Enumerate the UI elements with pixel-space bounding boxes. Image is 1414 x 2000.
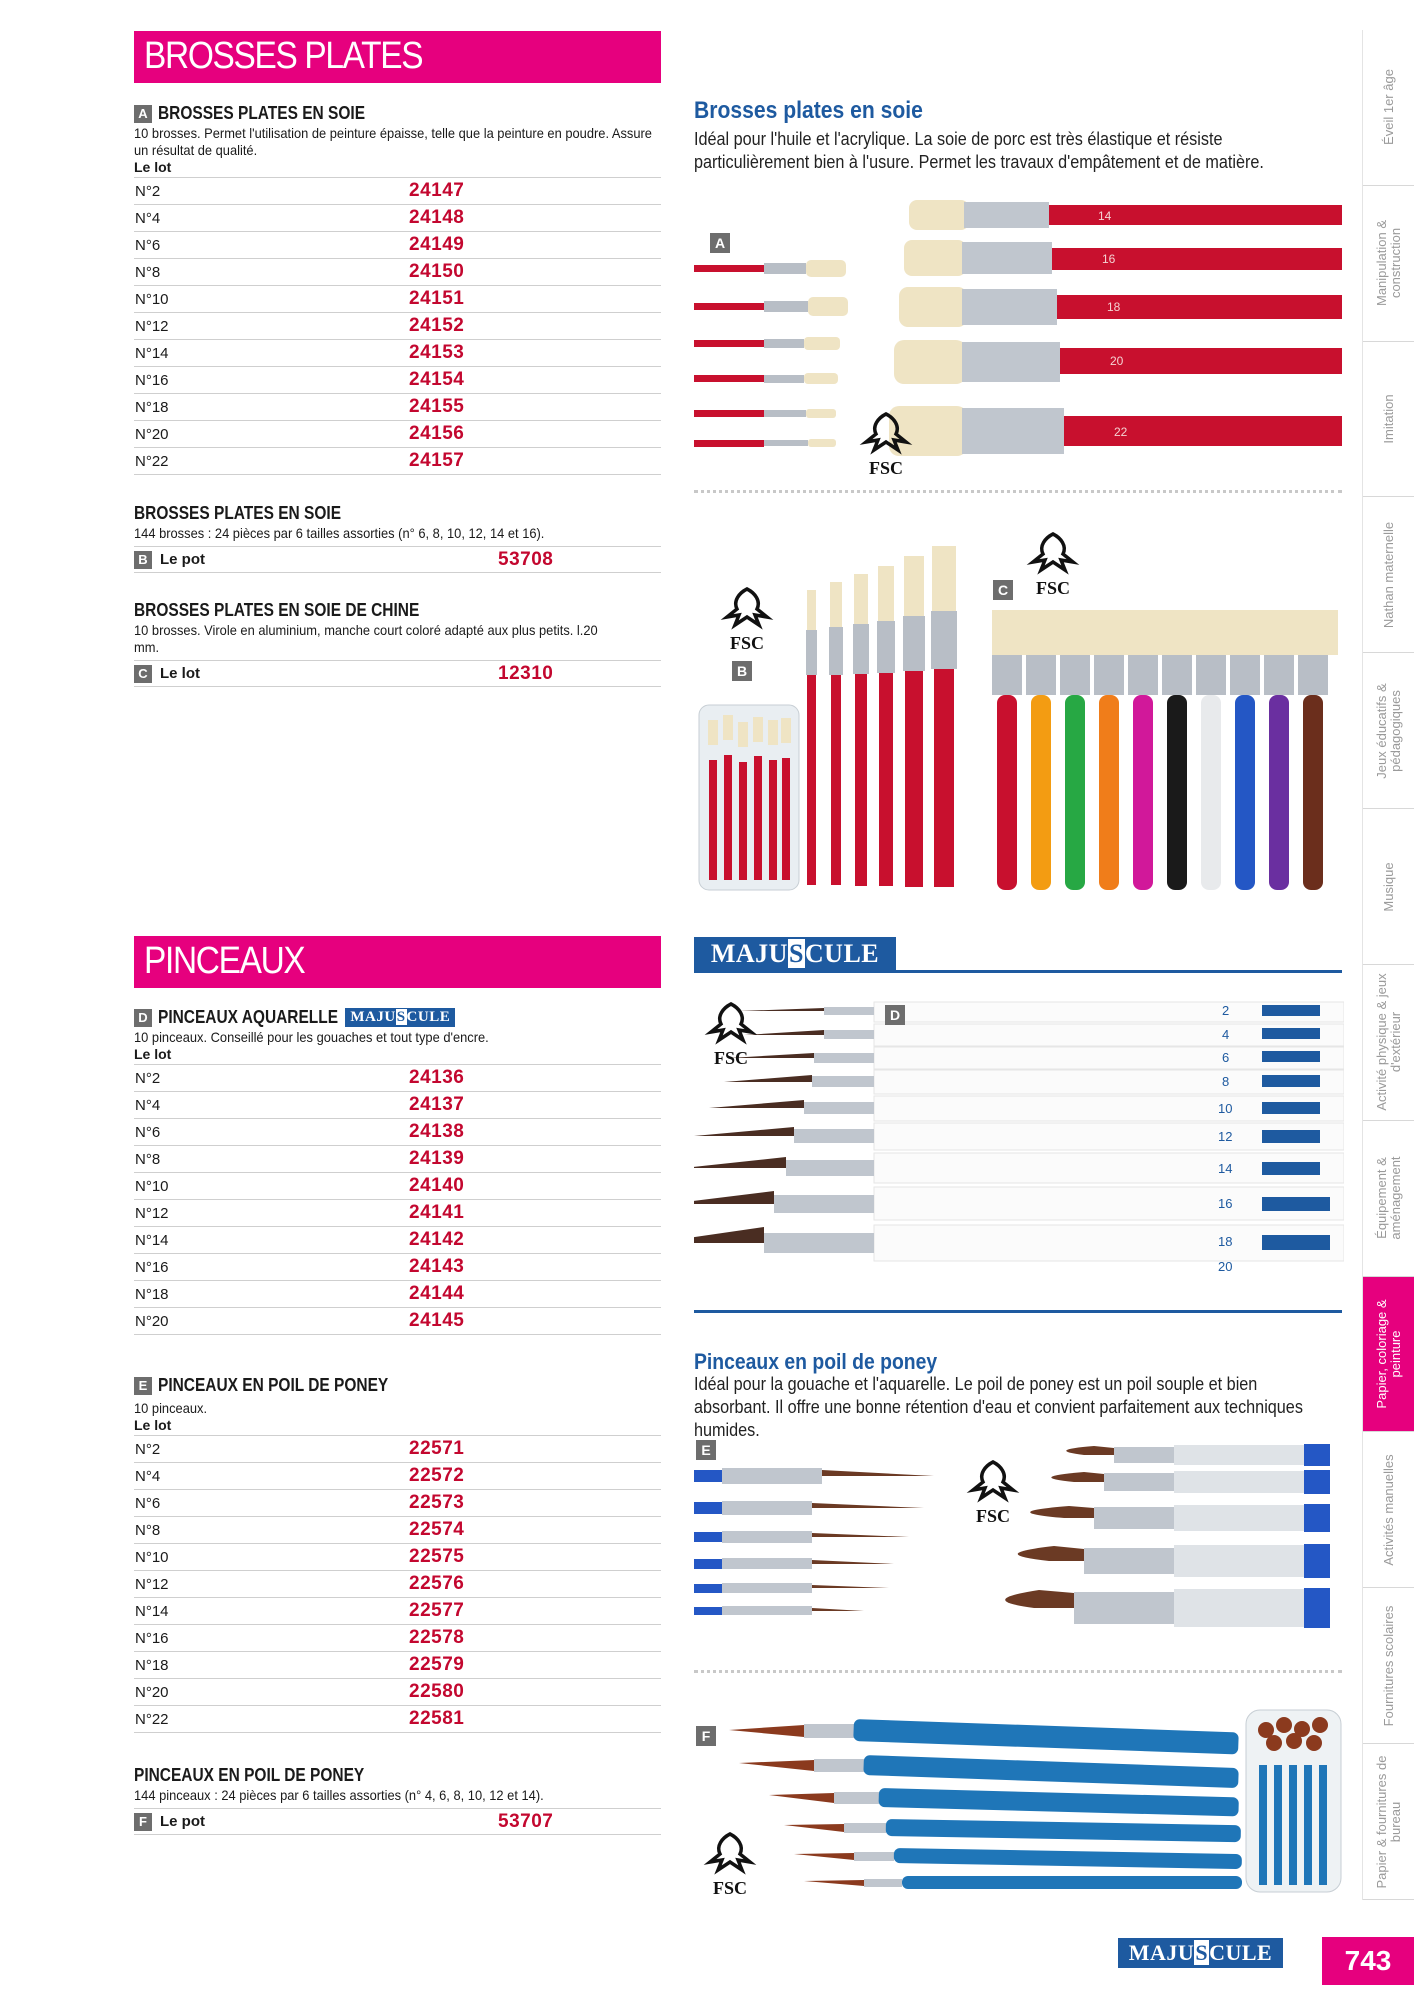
product-description: 144 pinceaux : 24 pièces par 6 tailles assorties (n° 4, 6, 8, 10, 12 et 14).	[134, 1787, 544, 1803]
size-label: N°18	[135, 1285, 169, 1303]
ref-number: 24143	[409, 1256, 465, 1277]
fsc-logo: FSC	[851, 410, 921, 479]
ref-row	[134, 1490, 661, 1517]
product-title: BROSSES PLATES EN SOIE	[158, 103, 366, 123]
pack-label: Le lot	[160, 665, 200, 682]
size-label: N°16	[135, 371, 169, 389]
brush-size-label: 2	[1222, 1003, 1230, 1018]
side-tab-label: Nathan maternelle	[1381, 521, 1396, 629]
fsc-logo: FSC	[1018, 530, 1088, 599]
side-tab[interactable]	[1363, 30, 1414, 186]
size-label: N°20	[135, 425, 169, 443]
ref-row	[134, 1308, 661, 1335]
product-title: PINCEAUX EN POIL DE PONEY	[134, 1765, 365, 1785]
ref-row	[134, 1544, 661, 1571]
side-tab-label: Fournitures scolaires	[1381, 1605, 1396, 1727]
brush-size-label: 10	[1218, 1101, 1233, 1116]
brush-size-label: 4	[1222, 1027, 1230, 1042]
size-label: N°4	[135, 209, 161, 227]
fsc-tree-icon	[965, 1458, 1021, 1506]
size-label: N°2	[135, 1440, 161, 1458]
brush-size-label: 14	[1218, 1161, 1233, 1176]
size-label: N°14	[135, 1602, 169, 1620]
right-title-poney: Pinceaux en poil de poney	[694, 1349, 938, 1374]
product-description: 10 pinceaux.	[134, 1400, 208, 1416]
brush-size-label: 8	[1222, 1074, 1230, 1089]
size-label: N°2	[135, 182, 161, 200]
product-letter: A	[134, 105, 152, 123]
product-f	[134, 1765, 661, 1835]
lot-label: Le lot	[134, 1417, 172, 1433]
ref-table	[134, 177, 661, 475]
product-description: 10 brosses. Permet l'utilisation de peinture épaisse, telle que la peinture en poudre. Assure un résultat de qualité.	[134, 125, 652, 158]
size-label: N°6	[135, 1123, 161, 1141]
ref-row	[134, 1227, 661, 1254]
fsc-tree-icon	[703, 1000, 759, 1048]
product-letter: D	[134, 1009, 152, 1027]
side-tab-label: Papier & fournitures de bureau	[1374, 1755, 1403, 1889]
fsc-logo: FSC	[696, 1000, 766, 1069]
ref-table	[134, 1435, 661, 1733]
brush-size-label: 16	[1102, 252, 1116, 266]
ref-number: 24156	[409, 423, 465, 444]
fsc-tree-icon	[858, 410, 914, 458]
size-label: N°4	[135, 1096, 161, 1114]
product-b	[134, 503, 661, 573]
ref-row	[134, 660, 661, 687]
side-tab[interactable]	[1363, 965, 1414, 1121]
product-letter: F	[134, 1813, 152, 1831]
brush-size-label: 6	[1222, 1050, 1230, 1065]
side-tab-label: Musique	[1381, 862, 1396, 912]
right-desc-brosses: Idéal pour l'huile et l'acrylique. La soie de porc est très élastique et résiste particulièrement bien à l'usure. Permet les travaux d'empâtement et de matière.	[694, 129, 1264, 172]
photo-brushes-f	[694, 1705, 1344, 1895]
section-header-pinceaux: PINCEAUX	[134, 936, 661, 988]
size-label: N°8	[135, 1150, 161, 1168]
ref-number: 24138	[409, 1121, 465, 1142]
ref-row	[134, 546, 661, 573]
product-c	[134, 600, 661, 687]
side-tab[interactable]	[1363, 809, 1414, 965]
ref-row	[134, 1200, 661, 1227]
photo-brushes-a	[694, 190, 1344, 480]
ref-row	[134, 1146, 661, 1173]
fsc-logo: FSC	[712, 585, 782, 654]
size-label: N°8	[135, 263, 161, 281]
side-tab[interactable]	[1363, 1588, 1414, 1744]
ref-number: 24157	[409, 450, 465, 471]
ref-row	[134, 1517, 661, 1544]
lot-label: Le lot	[134, 159, 172, 175]
brush-size-labels	[1098, 209, 1128, 439]
product-letter: C	[134, 665, 152, 683]
size-label: N°12	[135, 1575, 169, 1593]
side-tab[interactable]	[1363, 653, 1414, 809]
ref-row	[134, 1436, 661, 1463]
product-description: 144 brosses : 24 pièces par 6 tailles assorties (n° 6, 8, 10, 12, 14 et 16).	[134, 525, 545, 541]
product-description: 10 brosses. Virole en aluminium, manche court coloré adapté aux plus petits. l.20 mm.	[134, 622, 598, 655]
ref-row	[134, 1463, 661, 1490]
ref-row	[134, 1065, 661, 1092]
brand-rule	[694, 970, 1342, 973]
size-label: N°18	[135, 398, 169, 416]
ref-table	[134, 1064, 661, 1335]
size-label: N°10	[135, 290, 169, 308]
product-e	[134, 1375, 661, 1733]
majuscule-logo-large: MAJUSCULE	[694, 937, 896, 971]
size-label: N°12	[135, 1204, 169, 1222]
divider	[694, 490, 1342, 493]
ref-number: 22574	[409, 1519, 465, 1540]
fsc-logo: FSC	[958, 1458, 1028, 1527]
size-label: N°20	[135, 1683, 169, 1701]
ref-number: 24145	[409, 1310, 465, 1331]
size-label: N°18	[135, 1656, 169, 1674]
side-tab-label: Manipulation & construction	[1374, 220, 1403, 307]
ref-number: 22576	[409, 1573, 465, 1594]
ref-row	[134, 394, 661, 421]
product-title: BROSSES PLATES EN SOIE	[134, 503, 342, 523]
photo-letter-b: B	[732, 661, 752, 681]
ref-row	[134, 1706, 661, 1733]
size-label: N°12	[135, 317, 169, 335]
side-tab-label: Jeux éducatifs & pédagogiques	[1374, 683, 1403, 779]
side-navigation	[1362, 30, 1414, 1900]
ref-row	[134, 1598, 661, 1625]
ref-row	[134, 286, 661, 313]
size-label: N°8	[135, 1521, 161, 1539]
ref-number: 24150	[409, 261, 465, 282]
brush-size-label: 22	[1114, 425, 1128, 439]
size-label: N°2	[135, 1069, 161, 1087]
ref-number: 24153	[409, 342, 465, 363]
photo-letter-e: E	[696, 1440, 716, 1460]
size-label: N°10	[135, 1177, 169, 1195]
side-tab-label: Activités manuelles	[1381, 1454, 1396, 1566]
photo-letter-c: C	[993, 580, 1013, 600]
photo-letter-f: F	[696, 1726, 716, 1746]
side-tab[interactable]	[1363, 342, 1414, 498]
ref-row	[134, 1571, 661, 1598]
ref-number: 53708	[498, 548, 554, 570]
product-title: PINCEAUX AQUARELLE	[158, 1007, 339, 1027]
section-header-brosses: BROSSES PLATES	[134, 31, 661, 83]
ref-number: 53707	[498, 1810, 554, 1832]
ref-row	[134, 205, 661, 232]
ref-number: 22581	[409, 1708, 465, 1729]
product-a	[134, 103, 661, 475]
size-label: N°14	[135, 344, 169, 362]
ref-number: 24141	[409, 1202, 465, 1223]
majuscule-logo-footer: MAJUSCULE	[1118, 1938, 1283, 1968]
ref-row	[134, 1281, 661, 1308]
size-label: N°10	[135, 1548, 169, 1566]
brush-size-label: 16	[1218, 1196, 1233, 1211]
page-number: 743	[1322, 1937, 1414, 1985]
section-rule	[694, 1310, 1342, 1313]
size-label: N°22	[135, 1710, 169, 1728]
side-tab[interactable]	[1363, 1433, 1414, 1589]
ref-row	[134, 448, 661, 475]
ref-row	[134, 1652, 661, 1679]
ref-number: 22580	[409, 1681, 465, 1702]
side-tab-label: Équipement & aménagement	[1374, 1156, 1403, 1240]
ref-number: 24140	[409, 1175, 465, 1196]
ref-number: 24142	[409, 1229, 465, 1250]
photo-letter-a: A	[710, 233, 730, 253]
ref-number: 22577	[409, 1600, 465, 1621]
ref-row	[134, 1254, 661, 1281]
ref-number: 24139	[409, 1148, 465, 1169]
ref-row	[134, 1679, 661, 1706]
ref-row	[134, 1119, 661, 1146]
photo-letter-d: D	[885, 1005, 905, 1025]
ref-number: 24152	[409, 315, 465, 336]
product-d	[134, 1007, 661, 1335]
lot-label: Le lot	[134, 1046, 172, 1062]
ref-number: 24154	[409, 369, 465, 390]
majuscule-brand-logo: MAJUSCULE	[345, 1008, 455, 1027]
ref-row	[134, 421, 661, 448]
brush-size-label: 20	[1110, 354, 1124, 368]
fsc-logo: FSC	[695, 1830, 765, 1899]
side-tab[interactable]	[1363, 1744, 1414, 1900]
side-tab-label: Activité physique & jeux d'extérieur	[1374, 973, 1403, 1112]
ref-row	[134, 313, 661, 340]
product-title: BROSSES PLATES EN SOIE DE CHINE	[134, 600, 420, 620]
product-letter: E	[134, 1377, 152, 1395]
pack-label: Le pot	[160, 1813, 205, 1830]
ref-row	[134, 1092, 661, 1119]
ref-row	[134, 259, 661, 286]
ref-number: 24148	[409, 207, 465, 228]
product-title: PINCEAUX EN POIL DE PONEY	[158, 1375, 389, 1395]
size-label: N°16	[135, 1629, 169, 1647]
ref-number: 22571	[409, 1438, 465, 1459]
size-label: N°16	[135, 1258, 169, 1276]
ref-row	[134, 178, 661, 205]
ref-number: 22579	[409, 1654, 465, 1675]
right-desc-poney: Idéal pour la gouache et l'aquarelle. Le poil de poney est un poil souple et bien absorbant. Il offre une bonne rétention d'eau et convient parfaitement aux techniques humides.	[694, 1374, 1303, 1440]
ref-number: 22578	[409, 1627, 465, 1648]
side-tab[interactable]	[1363, 1121, 1414, 1277]
brush-size-label: 12	[1218, 1129, 1233, 1144]
right-title-brosses: Brosses plates en soie	[694, 97, 923, 124]
size-label: N°20	[135, 1312, 169, 1330]
side-tab[interactable]	[1363, 186, 1414, 342]
brush-size-label: 20	[1218, 1259, 1233, 1274]
fsc-tree-icon	[719, 585, 775, 633]
photo-brushes-d	[694, 995, 1344, 1285]
ref-number: 24151	[409, 288, 465, 309]
brush-size-label: 18	[1218, 1234, 1233, 1249]
side-tab-label: Éveil 1er âge	[1381, 69, 1396, 146]
ref-row	[134, 1808, 661, 1835]
ref-number: 24144	[409, 1283, 465, 1304]
fsc-tree-icon	[702, 1830, 758, 1878]
size-label: N°4	[135, 1467, 161, 1485]
side-tab-label: Imitation	[1381, 394, 1396, 444]
ref-number: 22573	[409, 1492, 465, 1513]
product-description: 10 pinceaux. Conseillé pour les gouaches et tout type d'encre.	[134, 1029, 489, 1045]
ref-row	[134, 1173, 661, 1200]
ref-number: 24136	[409, 1067, 465, 1088]
ref-number: 24137	[409, 1094, 465, 1115]
ref-row	[134, 232, 661, 259]
pack-label: Le pot	[160, 551, 205, 568]
ref-number: 24147	[409, 180, 465, 201]
size-label: N°14	[135, 1231, 169, 1249]
product-letter: B	[134, 551, 152, 569]
size-label: N°6	[135, 236, 161, 254]
ref-number: 22575	[409, 1546, 465, 1567]
side-tab[interactable]	[1363, 498, 1414, 654]
brush-size-label: 14	[1098, 209, 1112, 223]
brush-size-label: 18	[1107, 300, 1121, 314]
ref-number: 24155	[409, 396, 465, 417]
ref-number: 22572	[409, 1465, 465, 1486]
fsc-tree-icon	[1025, 530, 1081, 578]
ref-row	[134, 1625, 661, 1652]
side-tab-label: Papier, coloriage & peinture	[1374, 1299, 1403, 1409]
ref-row	[134, 367, 661, 394]
size-label: N°6	[135, 1494, 161, 1512]
size-label: N°22	[135, 452, 169, 470]
divider	[694, 1670, 1342, 1673]
side-tab[interactable]	[1363, 1277, 1414, 1433]
ref-number: 24149	[409, 234, 465, 255]
ref-row	[134, 340, 661, 367]
ref-number: 12310	[498, 662, 554, 684]
